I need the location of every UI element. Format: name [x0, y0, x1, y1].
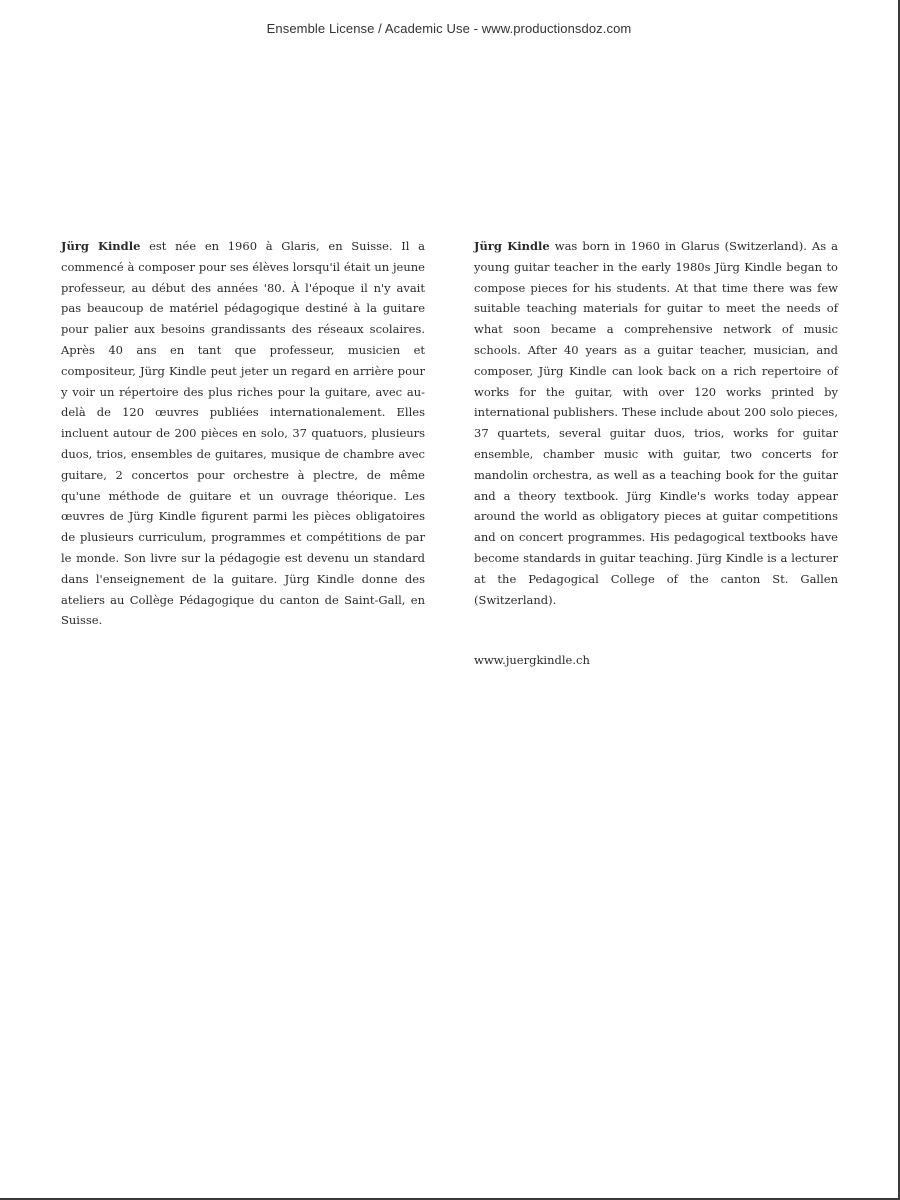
bio-french-text: est née en 1960 à Glaris, en Suisse. Il a commencé à composer pour ses élèves lorsqu'il était un jeune professeur, au début des années '80. À l'époque il n'y avait pas beaucoup de matériel pédagogique destiné à la guitare pour palier aux besoins grandissants des réseaux scolaires. Après 40 ans en tant que professeur, musicien et compositeur, Jürg Kindle peut jeter un regard en arrière pour y voir un répertoire des plus riches pour la guitare, avec au-delà de 120 œuvres publiées internationalement. Elles incluent autour de 200 pièces en solo, 37 quatuors, plusieurs duos, trios, ensembles de guitares, musique de chambre avec guitare, 2 concertos pour orchestre à plectre, de même qu'une méthode de guitare et un ouvrage théorique. Les œuvres de Jürg Kindle figurent parmi les pièces obligatoires de plusieurs curriculum, programmes et compétitions de par le monde. Son livre sur la pédagogie est devenu un standard dans l'enseignement de la guitare. Jürg Kindle donne des ateliers au Collège Pédagogique du canton de Saint-Gall, en Suisse.: [61, 239, 425, 628]
bio-french: [61, 236, 425, 631]
website-link[interactable]: www.juergkindle.ch: [474, 653, 590, 667]
bio-french-name: Jürg Kindle: [61, 239, 141, 253]
bio-english-text: was born in 1960 in Glarus (Switzerland). As a young guitar teacher in the early 1980s Jürg Kindle began to compose pieces for his students. At that time there was few suitable teaching materials for guitar to meet the needs of what soon became a comprehensive network of music schools. After 40 years as a guitar teacher, musician, and composer, Jürg Kindle can look back on a rich repertoire of works for the guitar, with over 120 works printed by international publishers. These include about 200 solo pieces, 37 quartets, several guitar duos, trios, works for guitar ensemble, chamber music with guitar, two concerts for mandolin orchestra, as well as a teaching book for the guitar and a theory textbook. Jürg Kindle's works today appear around the world as obligatory pieces at guitar competitions and on concert programmes. His pedagogical textbooks have become standards in guitar teaching. Jürg Kindle is a lecturer at the Pedagogical College of the canton St. Gallen (Switzerland).: [474, 239, 838, 607]
bio-english-name: Jürg Kindle: [474, 239, 550, 253]
license-header: Ensemble License / Academic Use - www.productionsdoz.com: [266, 21, 632, 36]
bio-english: [474, 236, 838, 610]
